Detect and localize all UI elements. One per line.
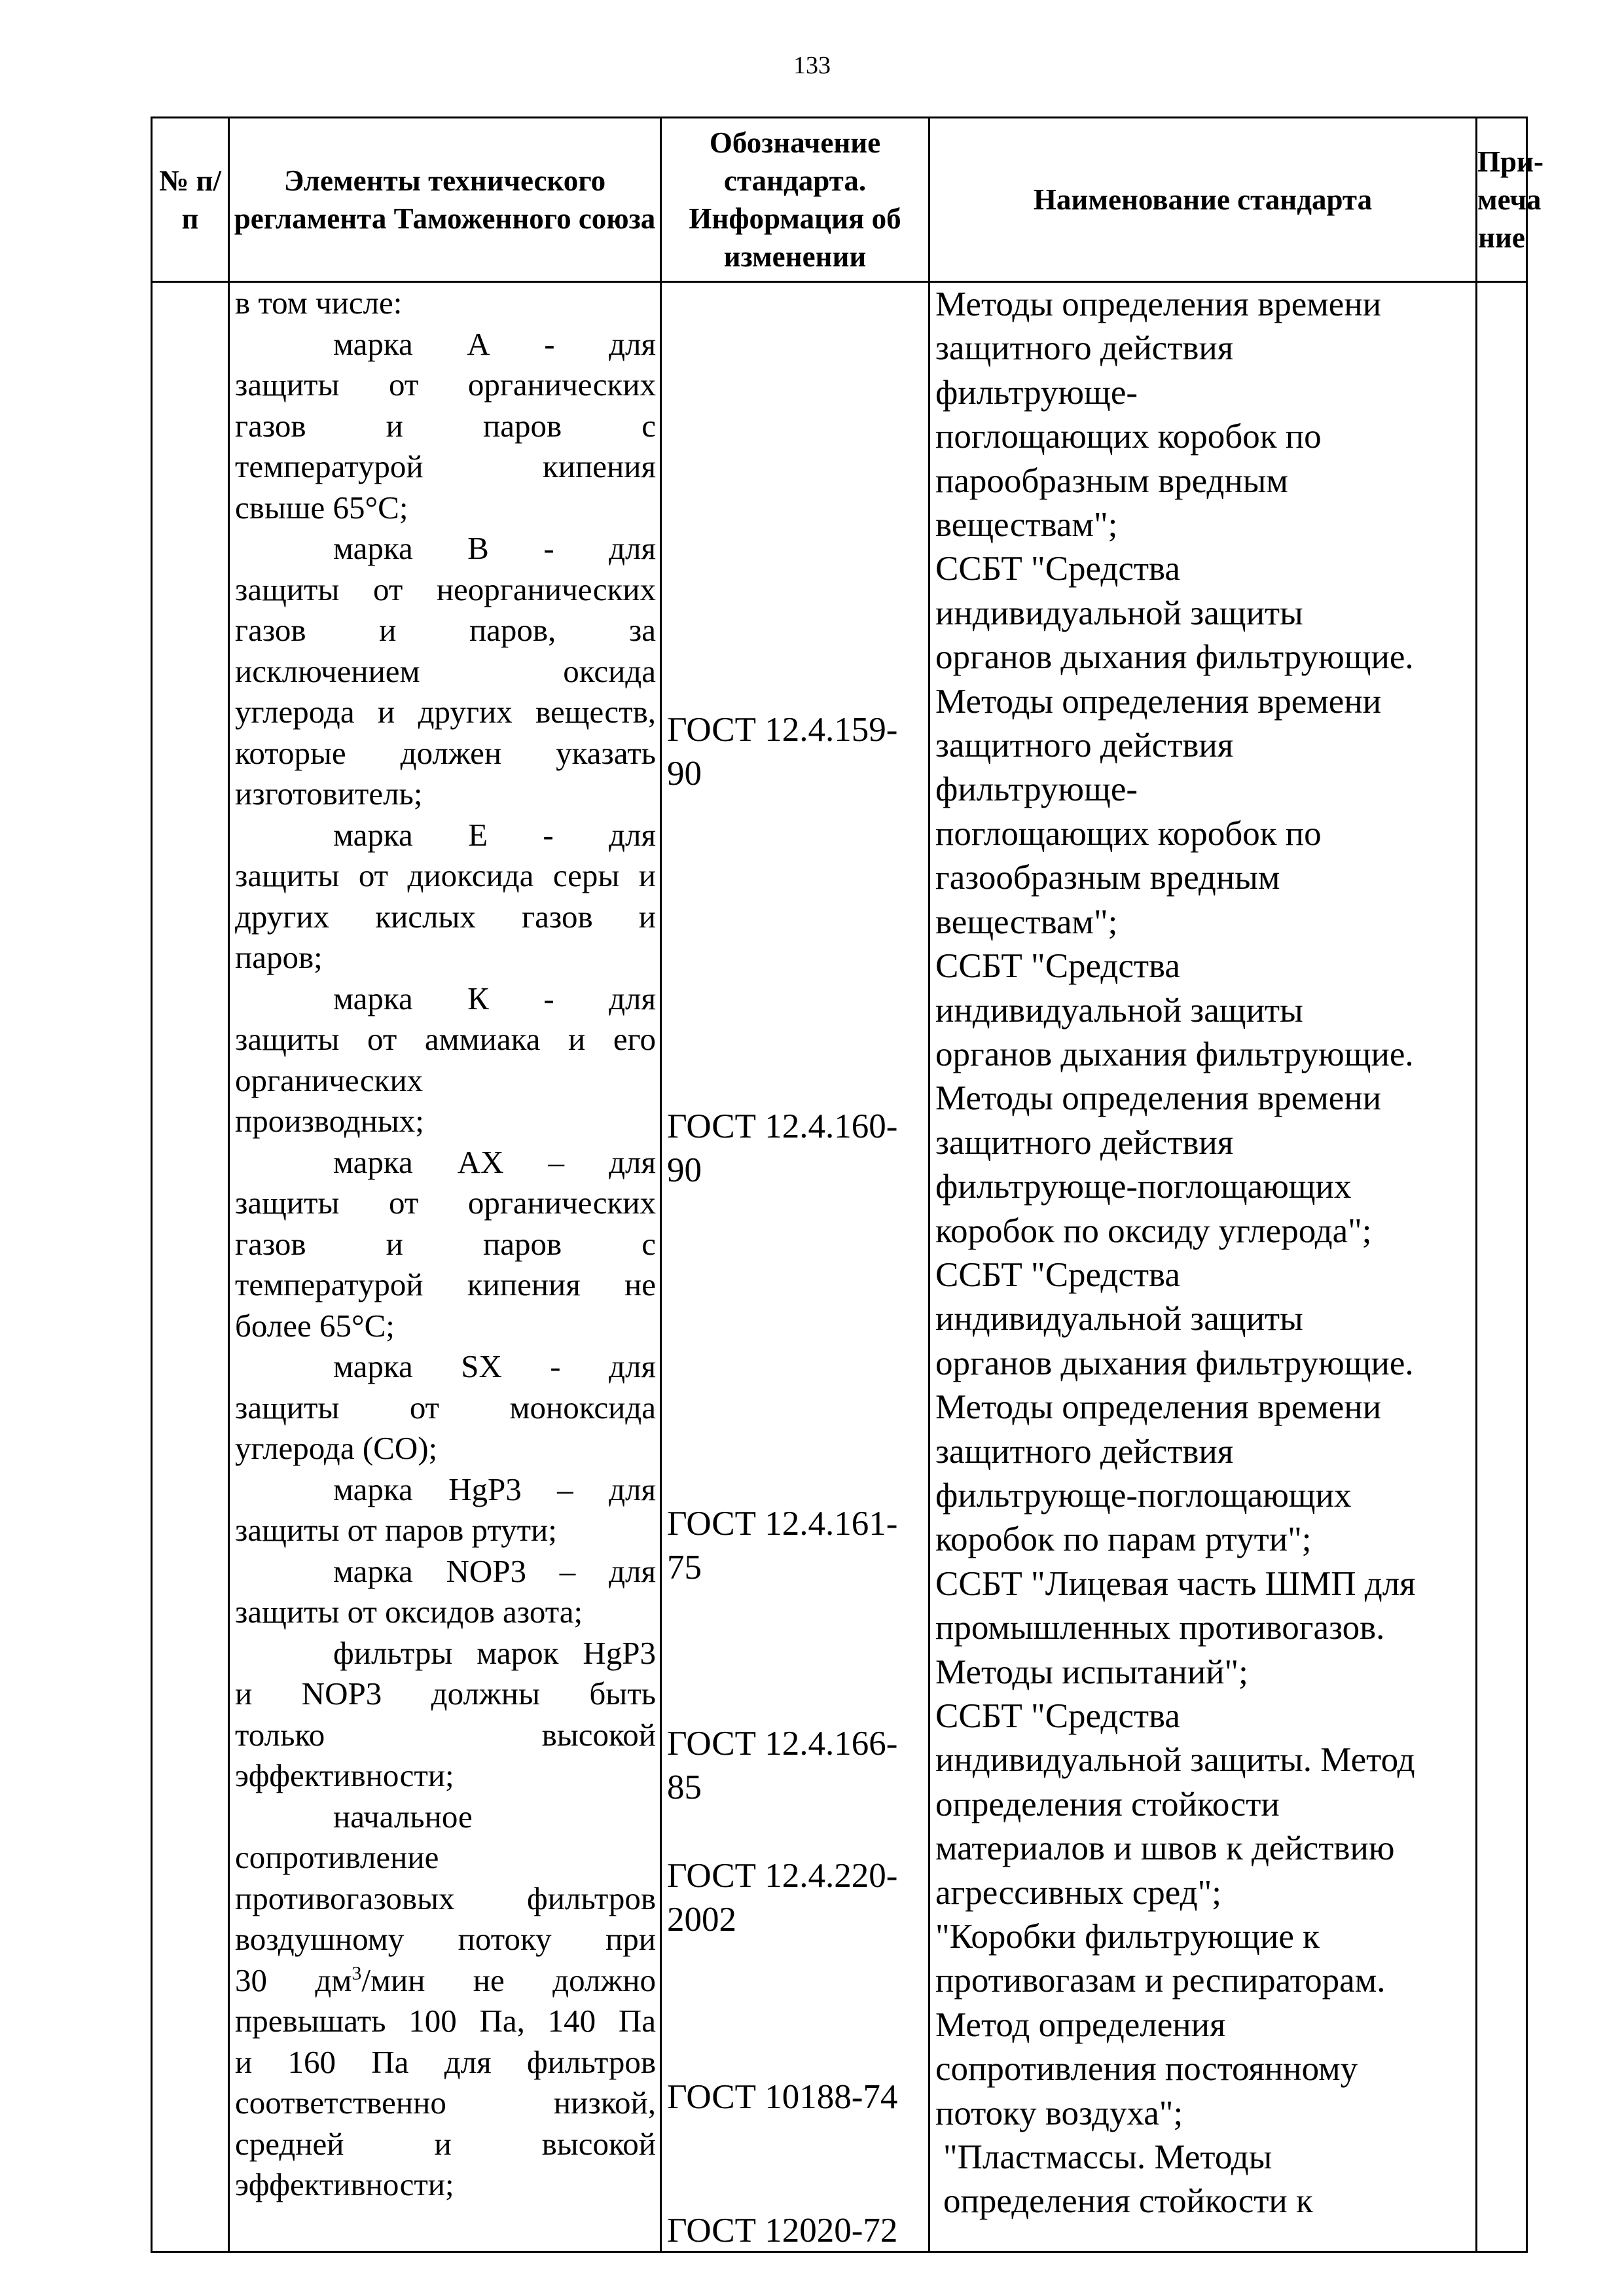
cell-elements (229, 282, 661, 2252)
table-row (152, 282, 1527, 2252)
header-num: № п/п (152, 118, 229, 282)
element-line: органических (235, 1062, 424, 1098)
name-line: "Пластмассы. Методы (943, 2138, 1272, 2177)
element-line: газов и паров с (235, 1225, 656, 1262)
standard-code: ГОСТ 12.4.159- 90 (667, 711, 898, 793)
element-line: марка АХ – для (333, 1143, 656, 1180)
name-line: промышленных противогазов. (935, 1609, 1385, 1647)
name-line: веществам"; (935, 506, 1118, 545)
name-line: веществам"; (935, 903, 1118, 941)
name-line: индивидуальной защиты (935, 594, 1303, 632)
name-line: фильтрующе- (935, 770, 1138, 809)
name-line: защитного действия (935, 726, 1234, 765)
element-line: марка Е - для (333, 816, 656, 853)
element-line: марка SX - для (333, 1348, 656, 1384)
name-line: ССБТ "Средства (935, 1255, 1180, 1294)
standard-code: ГОСТ 12.4.160- 90 (667, 1107, 898, 1189)
element-line: защиты от органических (235, 1185, 656, 1221)
header-elements: Элементы технического регламента Таможенного союза (229, 118, 661, 282)
element-line: температурой кипения не (235, 1266, 656, 1302)
element-line: защиты от оксидов азота; (235, 1594, 583, 1630)
element-line: углерода и других веществ, (235, 694, 656, 730)
name-line: агрессивных сред"; (935, 1873, 1221, 1912)
name-line: органов дыхания фильтрующие. (935, 638, 1414, 677)
element-line: температурой кипения (235, 448, 656, 484)
element-line: марка К - для (333, 980, 656, 1016)
name-line: коробок по оксиду углерода"; (935, 1211, 1372, 1250)
name-line: фильтрующе- (935, 373, 1138, 412)
name-line: определения стойкости к (943, 2182, 1313, 2221)
element-line: превышать 100 Па, 140 Па (235, 2003, 656, 2039)
name-line: ССБТ "Лицевая часть ШМП для (935, 1564, 1416, 1603)
element-line: средней и высокой (235, 2125, 656, 2162)
element-line: углерода (СО); (235, 1430, 438, 1466)
name-line: ССБТ "Средства (935, 550, 1180, 588)
name-line: поглощающих коробок по (935, 814, 1322, 853)
name-line: защитного действия (935, 1123, 1234, 1162)
cell-standard-name (929, 282, 1477, 2252)
name-line: Методы определения времени (935, 1079, 1382, 1118)
standard-code: ГОСТ 12020-72 (667, 2212, 898, 2250)
element-line: защиты от моноксида (235, 1389, 656, 1426)
name-line: индивидуальной защиты (935, 991, 1303, 1030)
element-line: изготовитель; (235, 776, 423, 812)
element-line: которые должен указать (235, 734, 656, 771)
name-line: индивидуальной защиты. Метод (935, 1741, 1415, 1780)
element-line: эффективности; (235, 1757, 454, 1793)
standards-table (151, 117, 1543, 2253)
element-line: начальное (333, 1798, 473, 1835)
name-line: защитного действия (935, 329, 1234, 368)
element-line: воздушному потоку при (235, 1921, 656, 1957)
table-header-row (152, 118, 1527, 282)
header-note: При-меча ние (1477, 118, 1527, 282)
name-line: Метод определения (935, 2005, 1226, 2044)
superscript: 3 (352, 1962, 362, 1984)
name-line: определения стойкости (935, 1785, 1280, 1823)
element-line: фильтры марок HgP3 (333, 1634, 656, 1671)
standard-code: ГОСТ 12.4.161- 75 (667, 1505, 898, 1587)
element-line: марка В - для (333, 530, 656, 566)
name-line: "Коробки фильтрующие к (935, 1918, 1320, 1956)
name-line: фильтрующе-поглощающих (935, 1476, 1352, 1515)
name-line: защитного действия (935, 1432, 1234, 1471)
name-line: сопротивления постоянному (935, 2050, 1358, 2089)
element-line: свыше 65°С; (235, 489, 408, 526)
name-line: парообразным вредным (935, 461, 1288, 500)
element-line: газов и паров, за (235, 612, 656, 648)
element-line: и NOP3 должны быть (235, 1676, 656, 1712)
standard-code: ГОСТ 12.4.220- 2002 (667, 1857, 898, 1939)
element-line: более 65°С; (235, 1307, 395, 1344)
element-line: марка NOP3 – для (333, 1552, 656, 1589)
element-line: только высокой (235, 1716, 656, 1753)
cell-designation (661, 282, 929, 2252)
element-line (235, 1960, 656, 2001)
name-line: газообразным вредным (935, 859, 1280, 897)
element-line: защиты от паров ртути; (235, 1512, 557, 1548)
cell-num (152, 282, 229, 2252)
element-line: паров; (235, 939, 323, 975)
element-line: противогазовых фильтров (235, 1880, 656, 1916)
name-line: фильтрующе-поглощающих (935, 1168, 1352, 1206)
name-line: поглощающих коробок по (935, 418, 1322, 456)
name-line: потоку воздуха"; (935, 2094, 1183, 2132)
element-line: сопротивление (235, 1839, 439, 1875)
element-line: защиты от неорганических (235, 571, 656, 607)
element-line: газов и паров с (235, 407, 656, 444)
name-line: органов дыхания фильтрующие. (935, 1035, 1414, 1073)
standard-code: ГОСТ 10188-74 (667, 2078, 898, 2116)
element-line: других кислых газов и (235, 898, 656, 935)
element-line: и 160 Па для фильтров (235, 2043, 656, 2080)
name-line: Методы определения времени (935, 285, 1382, 323)
name-line: органов дыхания фильтрующие. (935, 1344, 1414, 1382)
header-designation: Обозначение стандарта. Информация об изменении (661, 118, 929, 282)
name-line: материалов и швов к действию (935, 1829, 1395, 1868)
header-name: Наименование стандарта (929, 118, 1477, 282)
name-line: ССБТ "Средства (935, 947, 1180, 986)
element-line: производных; (235, 1103, 424, 1139)
element-line: защиты от диоксида серы и (235, 857, 656, 893)
name-line: ССБТ "Средства (935, 1697, 1180, 1735)
element-line: исключением оксида (235, 653, 656, 689)
element-line: марка HgP3 – для (333, 1471, 656, 1507)
element-line: эффективности; (235, 2166, 454, 2202)
element-line: в том числе: (235, 285, 403, 321)
name-line: Методы определения времени (935, 682, 1382, 721)
element-line: защиты от аммиака и его (235, 1021, 656, 1057)
name-line: индивидуальной защиты (935, 1300, 1303, 1338)
name-line: Методы определения времени (935, 1388, 1382, 1427)
element-line: соответственно низкой, (235, 2085, 656, 2121)
name-line: противогазам и респираторам. (935, 1962, 1386, 2000)
name-line: коробок по парам ртути"; (935, 1520, 1312, 1559)
element-line: защиты от органических (235, 367, 656, 403)
name-line: Методы испытаний"; (935, 1653, 1248, 1691)
page-number: 133 (793, 52, 831, 79)
element-line-part: 30 дм (235, 1962, 352, 1998)
standard-code: ГОСТ 12.4.166- 85 (667, 1725, 898, 1806)
cell-note (1477, 282, 1527, 2252)
element-line-part: /мин не должно (361, 1962, 656, 1998)
element-line: марка А - для (333, 325, 656, 362)
